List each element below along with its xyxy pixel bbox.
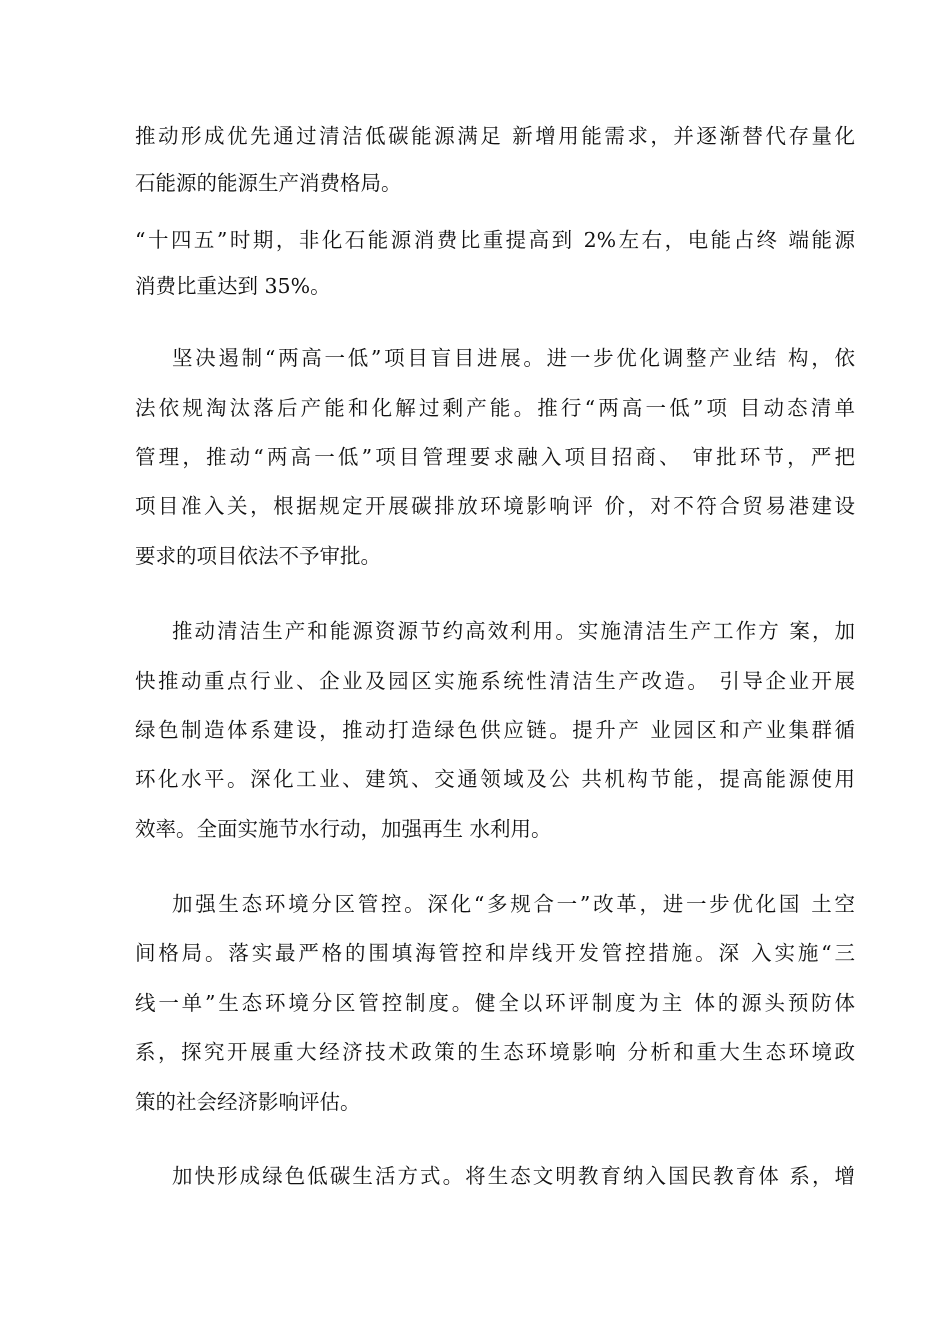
text-line: 环化水平。深化工业、建筑、交通领域及公 共机构节能，提高能源使用 xyxy=(135,767,855,791)
text-line: 管理，推动“两高一低”项目管理要求融入项目招商、 审批环节，严把 xyxy=(135,445,855,469)
text-line: 绿色制造体系建设，推动打造绿色供应链。提升产 业园区和产业集群循 xyxy=(135,718,855,742)
text-line: 加强生态环境分区管控。深化“多规合一”改革，进一步优化国 土空 xyxy=(172,892,855,916)
text-line: 间格局。落实最严格的围填海管控和岸线开发管控措施。深 入实施“三 xyxy=(135,941,855,965)
text-line: 消费比重达到 35%。 xyxy=(135,274,331,298)
text-line: 系，探究开展重大经济技术政策的生态环境影响 分析和重大生态环境政 xyxy=(135,1040,855,1064)
text-line: 快推动重点行业、企业及园区实施系统性清洁生产改造。 引导企业开展 xyxy=(135,669,855,693)
text-line: 策的社会经济影响评估。 xyxy=(135,1090,361,1114)
text-line: 法依规淘汰落后产能和化解过剩产能。推行“两高一低”项 目动态清单 xyxy=(135,396,855,420)
text-line: 推动形成优先通过清洁低碳能源满足 新增用能需求，并逐渐替代存量化 xyxy=(135,124,855,148)
text-line: 效率。全面实施节水行动，加强再生 水利用。 xyxy=(135,817,552,841)
text-line: 推动清洁生产和能源资源节约高效利用。实施清洁生产工作方 案，加 xyxy=(172,619,855,643)
text-line: 加快形成绿色低碳生活方式。将生态文明教育纳入国民教育体 系，增 xyxy=(172,1164,855,1188)
text-line: 线一单”生态环境分区管控制度。健全以环评制度为主 体的源头预防体 xyxy=(135,991,855,1015)
text-line: 石能源的能源生产消费格局。 xyxy=(135,171,402,195)
text-line: 项目准入关，根据规定开展碳排放环境影响评 价，对不符合贸易港建设 xyxy=(135,494,855,518)
text-line: “十四五”时期，非化石能源消费比重提高到 2%左右，电能占终 端能源 xyxy=(135,228,855,252)
text-line: 坚决遏制“两高一低”项目盲目进展。进一步优化调整产业结 构，依 xyxy=(172,346,855,370)
text-line: 要求的项目依法不予审批。 xyxy=(135,544,381,568)
